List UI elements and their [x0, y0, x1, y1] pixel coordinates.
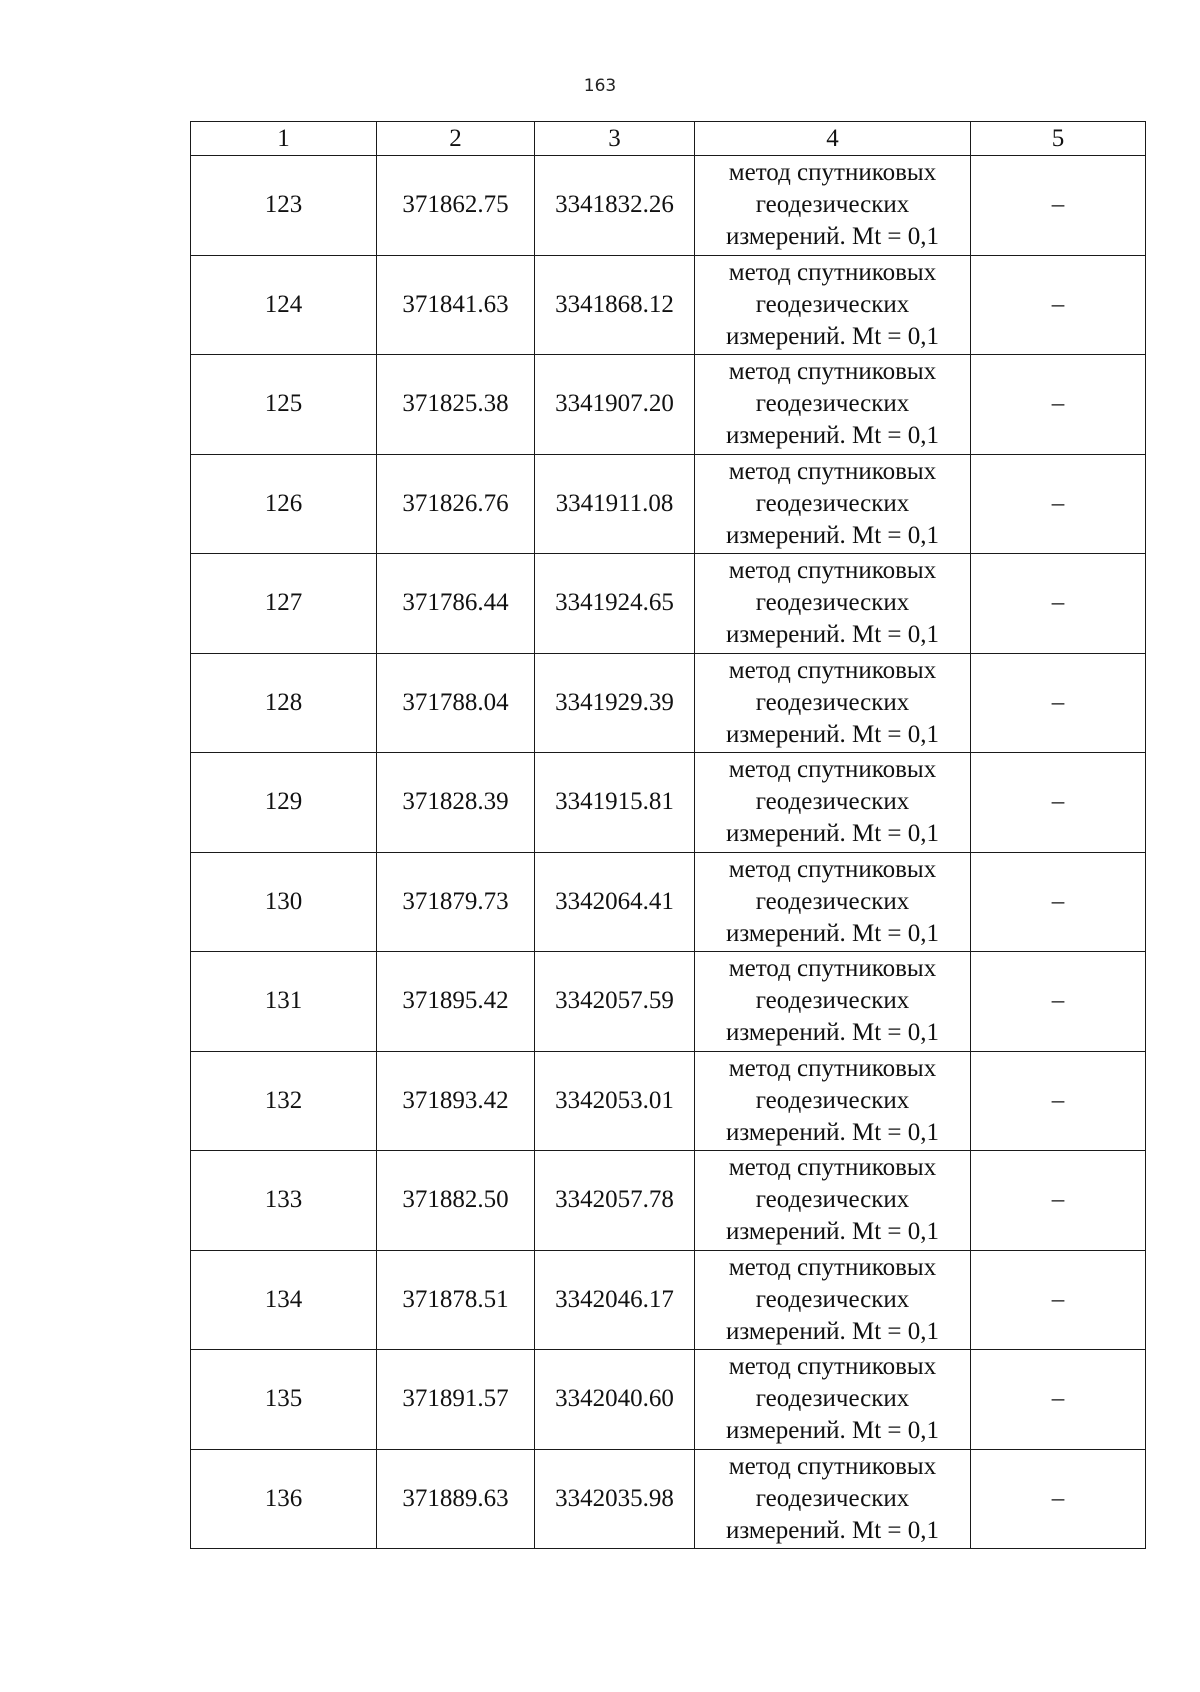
method-line: геодезических	[755, 788, 910, 816]
method-line: метод спутниковых	[728, 557, 937, 585]
method-line: метод спутниковых	[728, 1253, 937, 1281]
method-line: геодезических	[755, 589, 910, 617]
table-header-row	[191, 122, 1146, 156]
table-row	[191, 952, 1146, 1052]
table-body	[191, 156, 1146, 1549]
method-line: измерений. Mt = 0,1	[725, 820, 940, 848]
method-cell	[695, 952, 971, 1052]
header-cell-2: 2	[377, 122, 535, 156]
table-row	[191, 554, 1146, 654]
point-number-cell: 124	[191, 255, 377, 355]
x-coordinate-cell: 371825.38	[377, 355, 535, 455]
note-cell: –	[971, 753, 1146, 853]
method-line: геодезических	[755, 489, 910, 517]
note-cell: –	[971, 156, 1146, 256]
method-line: метод спутниковых	[728, 855, 937, 883]
note-cell: –	[971, 852, 1146, 952]
method-cell	[695, 1449, 971, 1549]
method-line: измерений. Mt = 0,1	[725, 1317, 940, 1345]
method-line: метод спутниковых	[728, 1154, 937, 1182]
table-row	[191, 852, 1146, 952]
method-line: метод спутниковых	[728, 1054, 937, 1082]
method-cell	[695, 156, 971, 256]
method-line: геодезических	[755, 688, 910, 716]
point-number-cell: 134	[191, 1250, 377, 1350]
x-coordinate-cell: 371786.44	[377, 554, 535, 654]
method-line: измерений. Mt = 0,1	[725, 1019, 940, 1047]
note-cell: –	[971, 1449, 1146, 1549]
x-coordinate-cell: 371895.42	[377, 952, 535, 1052]
table-row	[191, 156, 1146, 256]
table-row	[191, 255, 1146, 355]
method-line: геодезических	[755, 887, 910, 915]
table-row	[191, 1350, 1146, 1450]
x-coordinate-cell: 371879.73	[377, 852, 535, 952]
x-coordinate-cell: 371882.50	[377, 1151, 535, 1251]
y-coordinate-cell: 3341924.65	[535, 554, 695, 654]
y-coordinate-cell: 3341907.20	[535, 355, 695, 455]
method-line: метод спутниковых	[728, 1353, 937, 1381]
note-cell: –	[971, 1051, 1146, 1151]
method-cell	[695, 1350, 971, 1450]
note-cell: –	[971, 554, 1146, 654]
x-coordinate-cell: 371891.57	[377, 1350, 535, 1450]
page-number: 163	[583, 76, 617, 96]
point-number-cell: 129	[191, 753, 377, 853]
note-cell: –	[971, 355, 1146, 455]
method-line: геодезических	[755, 390, 910, 418]
y-coordinate-cell: 3342057.78	[535, 1151, 695, 1251]
x-coordinate-cell: 371878.51	[377, 1250, 535, 1350]
method-line: геодезических	[755, 1285, 910, 1313]
point-number-cell: 132	[191, 1051, 377, 1151]
x-coordinate-cell: 371788.04	[377, 653, 535, 753]
table-row	[191, 1151, 1146, 1251]
y-coordinate-cell: 3341868.12	[535, 255, 695, 355]
point-number-cell: 133	[191, 1151, 377, 1251]
point-number-cell: 130	[191, 852, 377, 952]
method-line: геодезических	[755, 1484, 910, 1512]
method-line: измерений. Mt = 0,1	[725, 1516, 940, 1544]
method-cell	[695, 1051, 971, 1151]
y-coordinate-cell: 3341911.08	[535, 454, 695, 554]
method-cell	[695, 454, 971, 554]
header-cell-3: 3	[535, 122, 695, 156]
table-row	[191, 1051, 1146, 1151]
table-row	[191, 1250, 1146, 1350]
y-coordinate-cell: 3341929.39	[535, 653, 695, 753]
x-coordinate-cell: 371862.75	[377, 156, 535, 256]
y-coordinate-cell: 3342035.98	[535, 1449, 695, 1549]
note-cell: –	[971, 1350, 1146, 1450]
header-cell-5: 5	[971, 122, 1146, 156]
method-line: метод спутниковых	[728, 955, 937, 983]
method-line: геодезических	[755, 191, 910, 219]
method-cell	[695, 753, 971, 853]
note-cell: –	[971, 1250, 1146, 1350]
y-coordinate-cell: 3342046.17	[535, 1250, 695, 1350]
method-line: измерений. Mt = 0,1	[725, 1417, 940, 1445]
method-line: метод спутниковых	[728, 159, 937, 187]
method-line: метод спутниковых	[728, 258, 937, 286]
coordinates-table	[190, 121, 1146, 1549]
y-coordinate-cell: 3341915.81	[535, 753, 695, 853]
note-cell: –	[971, 255, 1146, 355]
y-coordinate-cell: 3341832.26	[535, 156, 695, 256]
method-line: измерений. Mt = 0,1	[725, 1218, 940, 1246]
x-coordinate-cell: 371841.63	[377, 255, 535, 355]
y-coordinate-cell: 3342057.59	[535, 952, 695, 1052]
method-line: метод спутниковых	[728, 1452, 937, 1480]
point-number-cell: 123	[191, 156, 377, 256]
note-cell: –	[971, 454, 1146, 554]
point-number-cell: 127	[191, 554, 377, 654]
method-line: геодезических	[755, 1385, 910, 1413]
method-cell	[695, 852, 971, 952]
method-line: метод спутниковых	[728, 656, 937, 684]
method-line: измерений. Mt = 0,1	[725, 521, 940, 549]
header-cell-4: 4	[695, 122, 971, 156]
table-row	[191, 753, 1146, 853]
method-cell	[695, 653, 971, 753]
method-cell	[695, 554, 971, 654]
note-cell: –	[971, 1151, 1146, 1251]
point-number-cell: 128	[191, 653, 377, 753]
point-number-cell: 126	[191, 454, 377, 554]
table-row	[191, 454, 1146, 554]
point-number-cell: 135	[191, 1350, 377, 1450]
method-line: метод спутниковых	[728, 358, 937, 386]
method-line: измерений. Mt = 0,1	[725, 621, 940, 649]
note-cell: –	[971, 952, 1146, 1052]
y-coordinate-cell: 3342053.01	[535, 1051, 695, 1151]
method-line: метод спутниковых	[728, 756, 937, 784]
method-line: геодезических	[755, 290, 910, 318]
method-line: геодезических	[755, 1186, 910, 1214]
method-cell	[695, 1250, 971, 1350]
header-cell-1: 1	[191, 122, 377, 156]
method-line: измерений. Mt = 0,1	[725, 1118, 940, 1146]
table-row	[191, 355, 1146, 455]
x-coordinate-cell: 371826.76	[377, 454, 535, 554]
method-cell	[695, 1151, 971, 1251]
x-coordinate-cell: 371828.39	[377, 753, 535, 853]
point-number-cell: 131	[191, 952, 377, 1052]
method-cell	[695, 255, 971, 355]
x-coordinate-cell: 371889.63	[377, 1449, 535, 1549]
method-line: измерений. Mt = 0,1	[725, 223, 940, 251]
y-coordinate-cell: 3342064.41	[535, 852, 695, 952]
table-row	[191, 1449, 1146, 1549]
method-cell	[695, 355, 971, 455]
point-number-cell: 136	[191, 1449, 377, 1549]
method-line: измерений. Mt = 0,1	[725, 720, 940, 748]
y-coordinate-cell: 3342040.60	[535, 1350, 695, 1450]
method-line: метод спутниковых	[728, 457, 937, 485]
point-number-cell: 125	[191, 355, 377, 455]
method-line: измерений. Mt = 0,1	[725, 422, 940, 450]
x-coordinate-cell: 371893.42	[377, 1051, 535, 1151]
note-cell: –	[971, 653, 1146, 753]
method-line: измерений. Mt = 0,1	[725, 919, 940, 947]
method-line: геодезических	[755, 987, 910, 1015]
table-row	[191, 653, 1146, 753]
method-line: измерений. Mt = 0,1	[725, 322, 940, 350]
method-line: геодезических	[755, 1086, 910, 1114]
